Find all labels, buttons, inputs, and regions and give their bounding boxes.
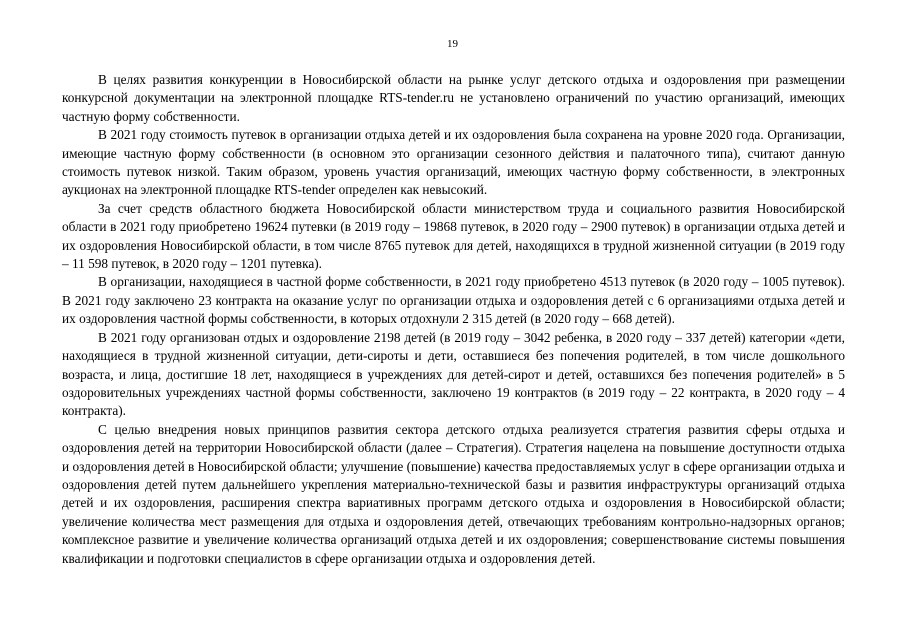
page-number: 19 bbox=[447, 38, 458, 50]
paragraph-difficult-situation: В 2021 году организован отдых и оздоровление 2198 детей (в 2019 году – 3042 ребенка, в 2020 году – 337 детей) категории «дети, находящиеся в трудной жизненной ситуации, дети-сироты и дети, оставшиеся без попечения родителей, в том числе дошкольного возраста, и лица, достигшие 18 лет, находящиеся в учреждениях для детей-сирот и детей, оставшихся без попечения родителей» в 5 оздоровительных учреждениях частной формы собственности, заключено 19 контрактов (в 2019 году – 22 контракта, в 2020 году – 4 контракта). bbox=[62, 329, 845, 419]
paragraph-private-organizations: В организации, находящиеся в частной форме собственности, в 2021 году приобретено 4513 путевок (в 2020 году – 1005 путевок). В 2021 году заключено 23 контракта на оказание услуг по организации отдыха и оздоровления детей с 6 организациями отдыха детей и их оздоровления частной формы собственности, в которых отдохнули 2 315 детей (в 2020 году – 668 детей). bbox=[62, 274, 845, 327]
paragraph-regional-budget: За счет средств областного бюджета Новосибирской области министерством труда и социального развития Новосибирской области в 2021 году приобретено 19624 путевки (в 2019 году – 19868 путевок, в 2020 году – 2900 путевок) в организации отдыха детей и их оздоровления Новосибирской области, в том числе 8765 путевок для детей, находящихся в трудной жизненной ситуации (в 2019 году – 11 598 путевок, в 2020 году – 1201 путевка). bbox=[62, 200, 845, 272]
paragraph-competition: В целях развития конкуренции в Новосибирской области на рынке услуг детского отдыха и оздоровления при размещении конкурсной документации на электронной площадке RTS-tender.ru не установлено ограничений по участию организаций, имеющих частную форму собственности. bbox=[62, 72, 845, 124]
document-body bbox=[62, 71, 845, 568]
paragraph-voucher-cost: В 2021 году стоимость путевок в организации отдыха детей и их оздоровления была сохранена на уровне 2020 года. Организации, имеющие частную форму собственности (в основном это организации сезонного действия и палаточного типа), считают данную стоимость путевок низкой. Таким образом, уровень участия организаций, имеющих частную форму собственности, в электронных аукционах на электронной площадке RTS-tender определен как невысокий. bbox=[62, 127, 845, 198]
paragraph-strategy: С целью внедрения новых принципов развития сектора детского отдыха реализуется стратегия развития сферы отдыха и оздоровления детей на территории Новосибирской области (далее – Стратегия). Стратегия нацелена на повышение доступности отдыха и оздоровления детей в Новосибирской области; улучшение (повышение) качества предоставляемых услуг в сфере организации отдыха и оздоровления детей путем дальнейшего укрепления материально-технической базы и развития инфраструктуры организаций отдыха детей и их оздоровления, расширения спектра вариативных программ детского отдыха и оздоровления в Новосибирской области; увеличение количества мест размещения для отдыха и оздоровления детей, отвечающих требованиям контрольно-надзорных органов; комплексное развитие и увеличение количества организаций отдыха детей и их оздоровления; совершенствование системы повышения квалификации и подготовки специалистов в сфере организации отдыха и оздоровления детей. bbox=[62, 421, 845, 566]
